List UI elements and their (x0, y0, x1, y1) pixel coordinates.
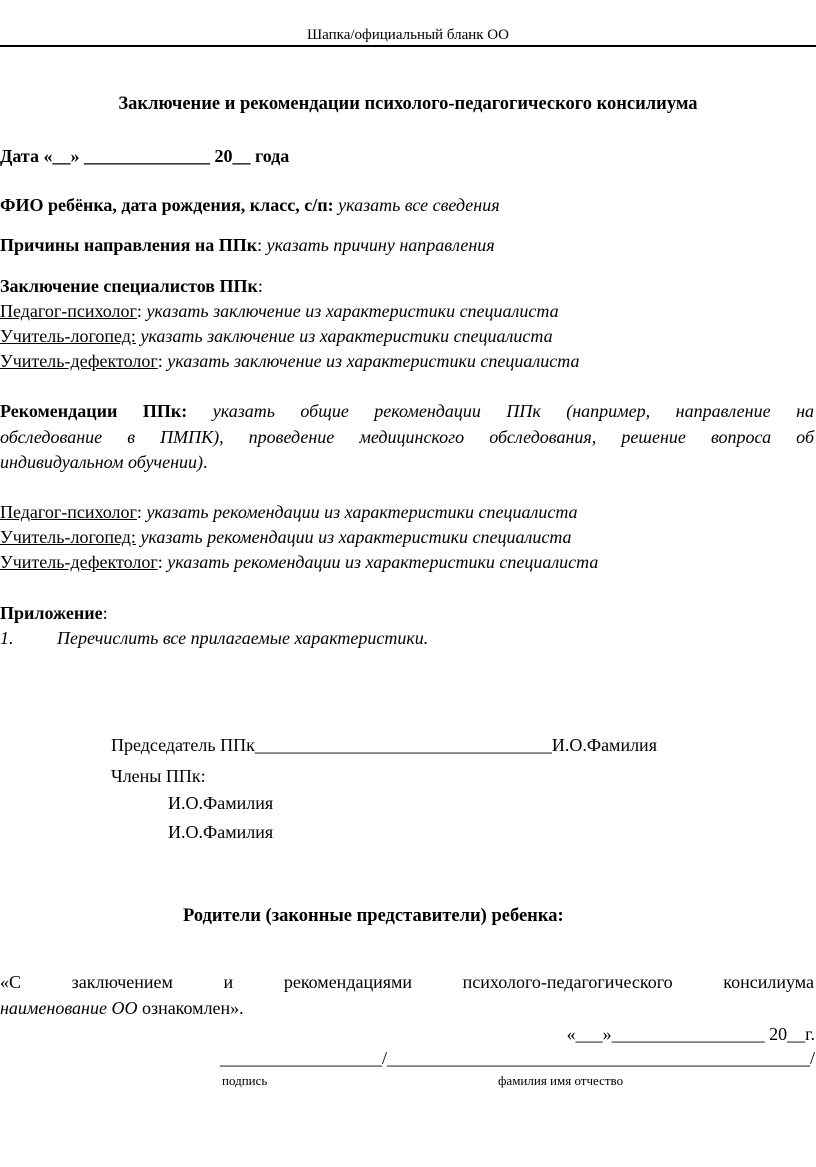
reasons-sep: : (257, 235, 263, 255)
recommendation-item-speech-therapist (0, 527, 572, 548)
parents-statement-line-1: «С заключением и рекомендациями психолого-педагогического консилиума (0, 972, 814, 992)
conclusion-role: Учитель-дефектолог (0, 351, 158, 371)
parents-statement-line-2 (0, 998, 244, 1019)
reasons-line (0, 235, 495, 256)
letterhead-text: Шапка/официальный бланк ОО (307, 27, 509, 43)
recommendation-item-psychologist (0, 502, 578, 523)
appendix-num: 1. (0, 628, 14, 648)
child-info-line (0, 195, 500, 216)
parents-signature-line: __________________/_______________________________________________/ (219, 1048, 815, 1068)
conclusion-sep: : (136, 301, 142, 321)
recommendation-role: Учитель-дефектолог (0, 552, 158, 572)
reasons-value: указать причину направления (266, 235, 495, 255)
conclusion-value: указать заключение из характеристики специалиста (167, 351, 580, 371)
date-line (0, 146, 289, 167)
recommendations-end: . (203, 452, 208, 472)
conclusion-item-defectologist (0, 351, 579, 372)
conclusion-sep: : (257, 276, 263, 296)
member-name-2: И.О.Фамилия (168, 822, 274, 842)
reasons-label: Причины направления на ППк (0, 235, 258, 255)
signature-caption: подпись (222, 1073, 268, 1088)
letterhead-rule (0, 45, 816, 47)
chair-signature-line (111, 735, 657, 756)
recommendation-value: указать рекомендации из характеристики специалиста (167, 552, 599, 572)
conclusion-role: Педагог-психолог (0, 301, 137, 321)
appendix-item (57, 628, 428, 649)
conclusion-sep: : (157, 351, 163, 371)
recommendation-sep: : (136, 502, 142, 522)
member-name-1: И.О.Фамилия (168, 793, 274, 813)
recommendation-sep: : (157, 552, 163, 572)
conclusion-value: указать заключение из характеристики специалиста (140, 326, 553, 346)
conclusion-item-psychologist (0, 301, 559, 322)
appendix-item-text: Перечислить все прилагаемые характеристики. (57, 628, 429, 648)
parents-statement-end: ознакомлен». (137, 998, 244, 1018)
appendix-sep: : (102, 603, 108, 623)
recommendations-line-2 (0, 427, 814, 448)
appendix-item-number (0, 628, 14, 649)
conclusion-item-speech-therapist (0, 326, 553, 347)
conclusion-heading (0, 276, 263, 297)
recommendations-text-2: обследование в ПМПК), проведение медицинского обследования, решение вопроса об (0, 427, 814, 447)
recommendations-line-1 (0, 401, 814, 422)
date-text: Дата «__» ______________ 20__ года (0, 146, 290, 166)
recommendations-label: Рекомендации ППк: (0, 401, 188, 421)
full-name-caption: фамилия имя отчество (498, 1073, 624, 1088)
document-title: Заключение и рекомендации психолого-педагогического консилиума (118, 94, 698, 114)
recommendation-role: Педагог-психолог (0, 502, 137, 522)
conclusion-label: Заключение специалистов ППк (0, 276, 258, 296)
appendix-label: Приложение (0, 603, 103, 623)
recommendations-line-3 (0, 452, 208, 473)
members-label: Члены ППк: (111, 766, 206, 786)
parents-title: Родители (законные представители) ребенка: (183, 906, 564, 926)
child-info-value: указать все сведения (338, 195, 500, 215)
recommendations-text-3: индивидуальном обучении) (0, 452, 204, 472)
conclusion-value: указать заключение из характеристики специалиста (146, 301, 559, 321)
chair-underline: _________________________________ (254, 735, 552, 755)
appendix-heading (0, 603, 108, 624)
recommendation-role: Учитель-логопед: (0, 527, 136, 547)
org-name: наименование ОО (0, 998, 138, 1018)
chair-label: Председатель ППк (111, 735, 255, 755)
conclusion-role: Учитель-логопед: (0, 326, 136, 346)
recommendations-text-1: указать общие рекомендации ППк (например, направление на (212, 401, 815, 421)
chair-name: И.О.Фамилия (551, 735, 657, 755)
recommendation-value: указать рекомендации из характеристики специалиста (146, 502, 578, 522)
parents-date-line: «___»_________________ 20__г. (566, 1024, 815, 1044)
recommendation-item-defectologist (0, 552, 598, 573)
child-info-label: ФИО ребёнка, дата рождения, класс, с/п: (0, 195, 334, 215)
recommendation-value: указать рекомендации из характеристики специалиста (140, 527, 572, 547)
